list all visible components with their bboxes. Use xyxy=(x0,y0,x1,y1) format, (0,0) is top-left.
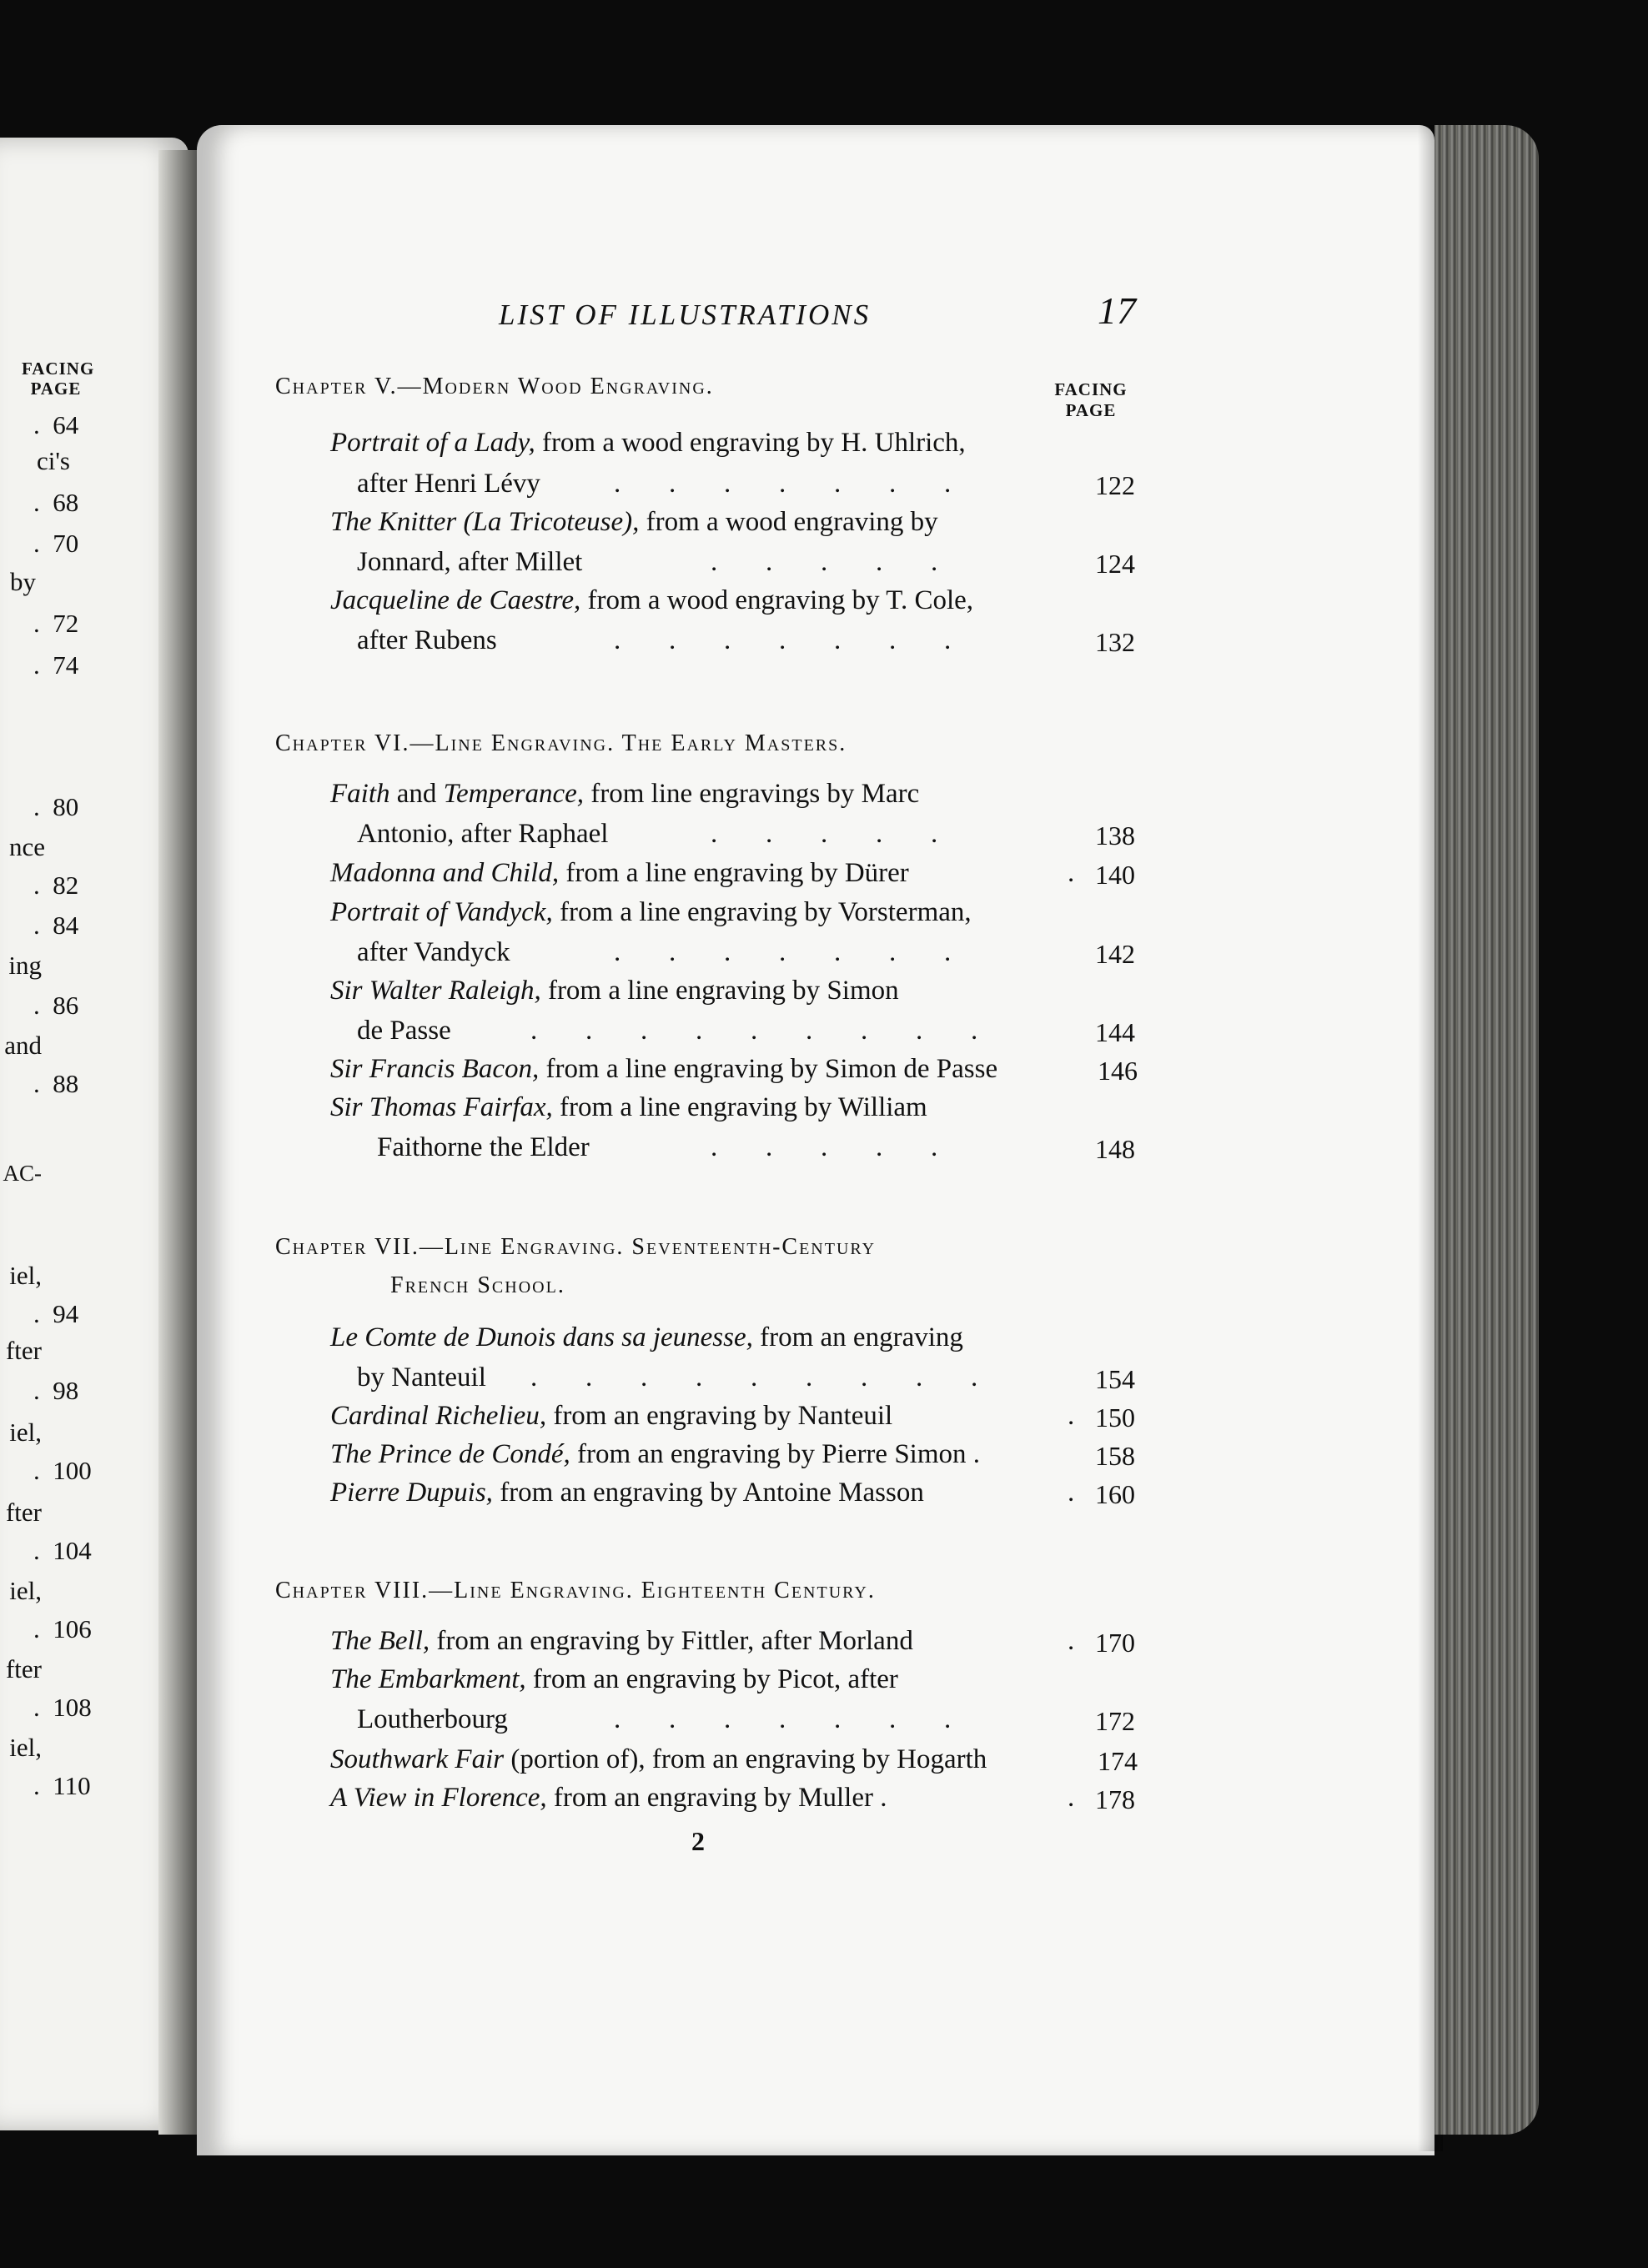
left-page-number: . 110 xyxy=(33,1771,91,1800)
left-page-number: . 74 xyxy=(33,650,79,680)
left-page-number: . 94 xyxy=(33,1299,79,1328)
leader-dots: . . . . . . . xyxy=(614,1704,952,1734)
left-fragment: AC- xyxy=(3,1161,42,1186)
left-page-number: . 68 xyxy=(33,488,79,517)
leader-dots: . . . . . xyxy=(711,1132,938,1162)
leader-dots: . xyxy=(1068,1401,1075,1431)
item-page-number: 132 xyxy=(1095,627,1135,657)
item-page-number: 172 xyxy=(1095,1706,1135,1736)
facing-page-label: FACING PAGE xyxy=(1054,379,1128,420)
left-page-number: . 80 xyxy=(33,792,79,821)
leader-dots: . . . . . . . xyxy=(614,469,952,499)
leader-dots: . . . . . . . xyxy=(614,937,952,967)
left-page-number: . 100 xyxy=(33,1456,92,1485)
left-page-number: . 106 xyxy=(33,1614,92,1643)
leader-dots: . . . . . . . . . xyxy=(530,1362,978,1392)
list-item-continuation: Antonio, after Raphael xyxy=(357,819,609,849)
chapter-heading: Chapter VIII.—Line Engraving. Eighteenth Century. xyxy=(275,1578,876,1603)
left-page-number: . 82 xyxy=(33,871,79,900)
list-item: The Knitter (La Tricoteuse), from a wood engraving by xyxy=(330,507,938,537)
list-item: Faith and Temperance, from line engravings by Marc xyxy=(330,779,920,809)
left-fragment: fter xyxy=(5,1498,42,1527)
leader-dots: . xyxy=(1068,858,1075,888)
list-item-continuation: Loutherbourg xyxy=(357,1704,508,1734)
leader-dots: . . . . . . . xyxy=(614,625,952,655)
list-item: Portrait of a Lady, from a wood engraving by H. Uhlrich, xyxy=(330,428,966,458)
left-fragment: iel, xyxy=(9,1261,42,1290)
left-page-number: . 84 xyxy=(33,911,79,940)
list-item: Jacqueline de Caestre, from a wood engraving by T. Cole, xyxy=(330,585,974,615)
left-fragment: ci's xyxy=(36,446,70,475)
item-page-number: 146 xyxy=(1098,1056,1138,1086)
leader-dots: . . . . . xyxy=(711,547,938,577)
list-item-continuation: Faithorne the Elder xyxy=(377,1132,590,1162)
list-item: Sir Thomas Fairfax, from a line engraving by William xyxy=(330,1092,927,1122)
list-item: Southwark Fair (portion of), from an engraving by Hogarth xyxy=(330,1744,987,1774)
list-item-continuation: by Nanteuil xyxy=(357,1362,486,1392)
list-item: Sir Francis Bacon, from a line engraving by Simon de Passe xyxy=(330,1054,998,1084)
left-fragment: fter xyxy=(5,1336,42,1365)
chapter-heading: Chapter V.—Modern Wood Engraving. xyxy=(275,374,714,399)
item-page-number: 178 xyxy=(1095,1784,1135,1814)
left-fragment: and xyxy=(4,1031,42,1060)
left-facing-page-label: FACING PAGE xyxy=(22,359,95,399)
item-page-number: 174 xyxy=(1098,1746,1138,1776)
item-page-number: 138 xyxy=(1095,820,1135,850)
running-head: LIST OF ILLUSTRATIONS xyxy=(499,299,872,331)
left-page-number: . 104 xyxy=(33,1536,92,1565)
list-item: A View in Florence, from an engraving by Muller . xyxy=(330,1783,887,1813)
item-page-number: 122 xyxy=(1095,470,1135,500)
list-item-continuation: after Henri Lévy xyxy=(357,469,540,499)
list-item: Sir Walter Raleigh, from a line engraving by Simon xyxy=(330,976,899,1006)
item-page-number: 148 xyxy=(1095,1134,1135,1164)
left-fragment: fter xyxy=(5,1654,42,1683)
list-item-continuation: Jonnard, after Millet xyxy=(357,547,583,577)
item-page-number: 124 xyxy=(1095,549,1135,579)
item-page-number: 160 xyxy=(1095,1479,1135,1509)
list-item: The Prince de Condé, from an engraving by Pierre Simon . xyxy=(330,1439,981,1469)
list-item-continuation: after Rubens xyxy=(357,625,497,655)
left-fragment: iel, xyxy=(9,1733,42,1762)
left-fragment: iel, xyxy=(9,1576,42,1605)
item-page-number: 154 xyxy=(1095,1364,1135,1394)
list-item: Portrait of Vandyck, from a line engraving by Vorsterman, xyxy=(330,897,972,927)
left-fragment: by xyxy=(10,567,36,596)
left-page-number: . 72 xyxy=(33,609,79,638)
left-page-number: . 108 xyxy=(33,1693,92,1722)
list-item-continuation: de Passe xyxy=(357,1016,451,1046)
item-page-number: 140 xyxy=(1095,860,1135,890)
list-item: Pierre Dupuis, from an engraving by Antoine Masson xyxy=(330,1478,924,1508)
chapter-heading: Chapter VI.—Line Engraving. The Early Masters. xyxy=(275,730,847,756)
left-fragment: iel, xyxy=(9,1418,42,1447)
list-item: Cardinal Richelieu, from an engraving by Nanteuil xyxy=(330,1401,893,1431)
chapter-heading: Chapter VII.—Line Engraving. Seventeenth-Century xyxy=(275,1234,877,1260)
list-item: The Bell, from an engraving by Fittler, after Morland xyxy=(330,1626,913,1656)
list-item: Le Comte de Dunois dans sa jeunesse, from an engraving xyxy=(330,1322,963,1352)
list-item: The Embarkment, from an engraving by Picot, after xyxy=(330,1664,898,1694)
item-page-number: 158 xyxy=(1095,1441,1135,1471)
left-page-number: . 88 xyxy=(33,1069,79,1098)
item-page-number: 170 xyxy=(1095,1628,1135,1658)
leader-dots: . . . . . xyxy=(711,819,938,849)
leader-dots: . . . . . . . . . xyxy=(530,1016,978,1046)
left-page-number: . 70 xyxy=(33,529,79,558)
left-page-number: . 86 xyxy=(33,991,79,1020)
item-page-number: 142 xyxy=(1095,939,1135,969)
leader-dots: . xyxy=(1068,1478,1075,1508)
left-page-number: . 98 xyxy=(33,1376,79,1405)
item-page-number: 144 xyxy=(1095,1017,1135,1047)
page-number: 17 xyxy=(1098,289,1136,332)
leader-dots: . xyxy=(1068,1783,1075,1813)
left-page-number: . 64 xyxy=(33,410,79,439)
list-item-continuation: after Vandyck xyxy=(357,937,510,967)
left-fragment: ing xyxy=(8,951,42,980)
item-page-number: 150 xyxy=(1095,1402,1135,1433)
book-page-edges xyxy=(1434,125,1539,2135)
left-fragment: nce xyxy=(8,832,45,861)
leader-dots: . xyxy=(1068,1626,1075,1656)
list-item: Madonna and Child, from a line engraving by Dürer xyxy=(330,858,909,888)
chapter-heading-continuation: French School. xyxy=(390,1272,565,1298)
signature-mark: 2 xyxy=(691,1826,705,1856)
